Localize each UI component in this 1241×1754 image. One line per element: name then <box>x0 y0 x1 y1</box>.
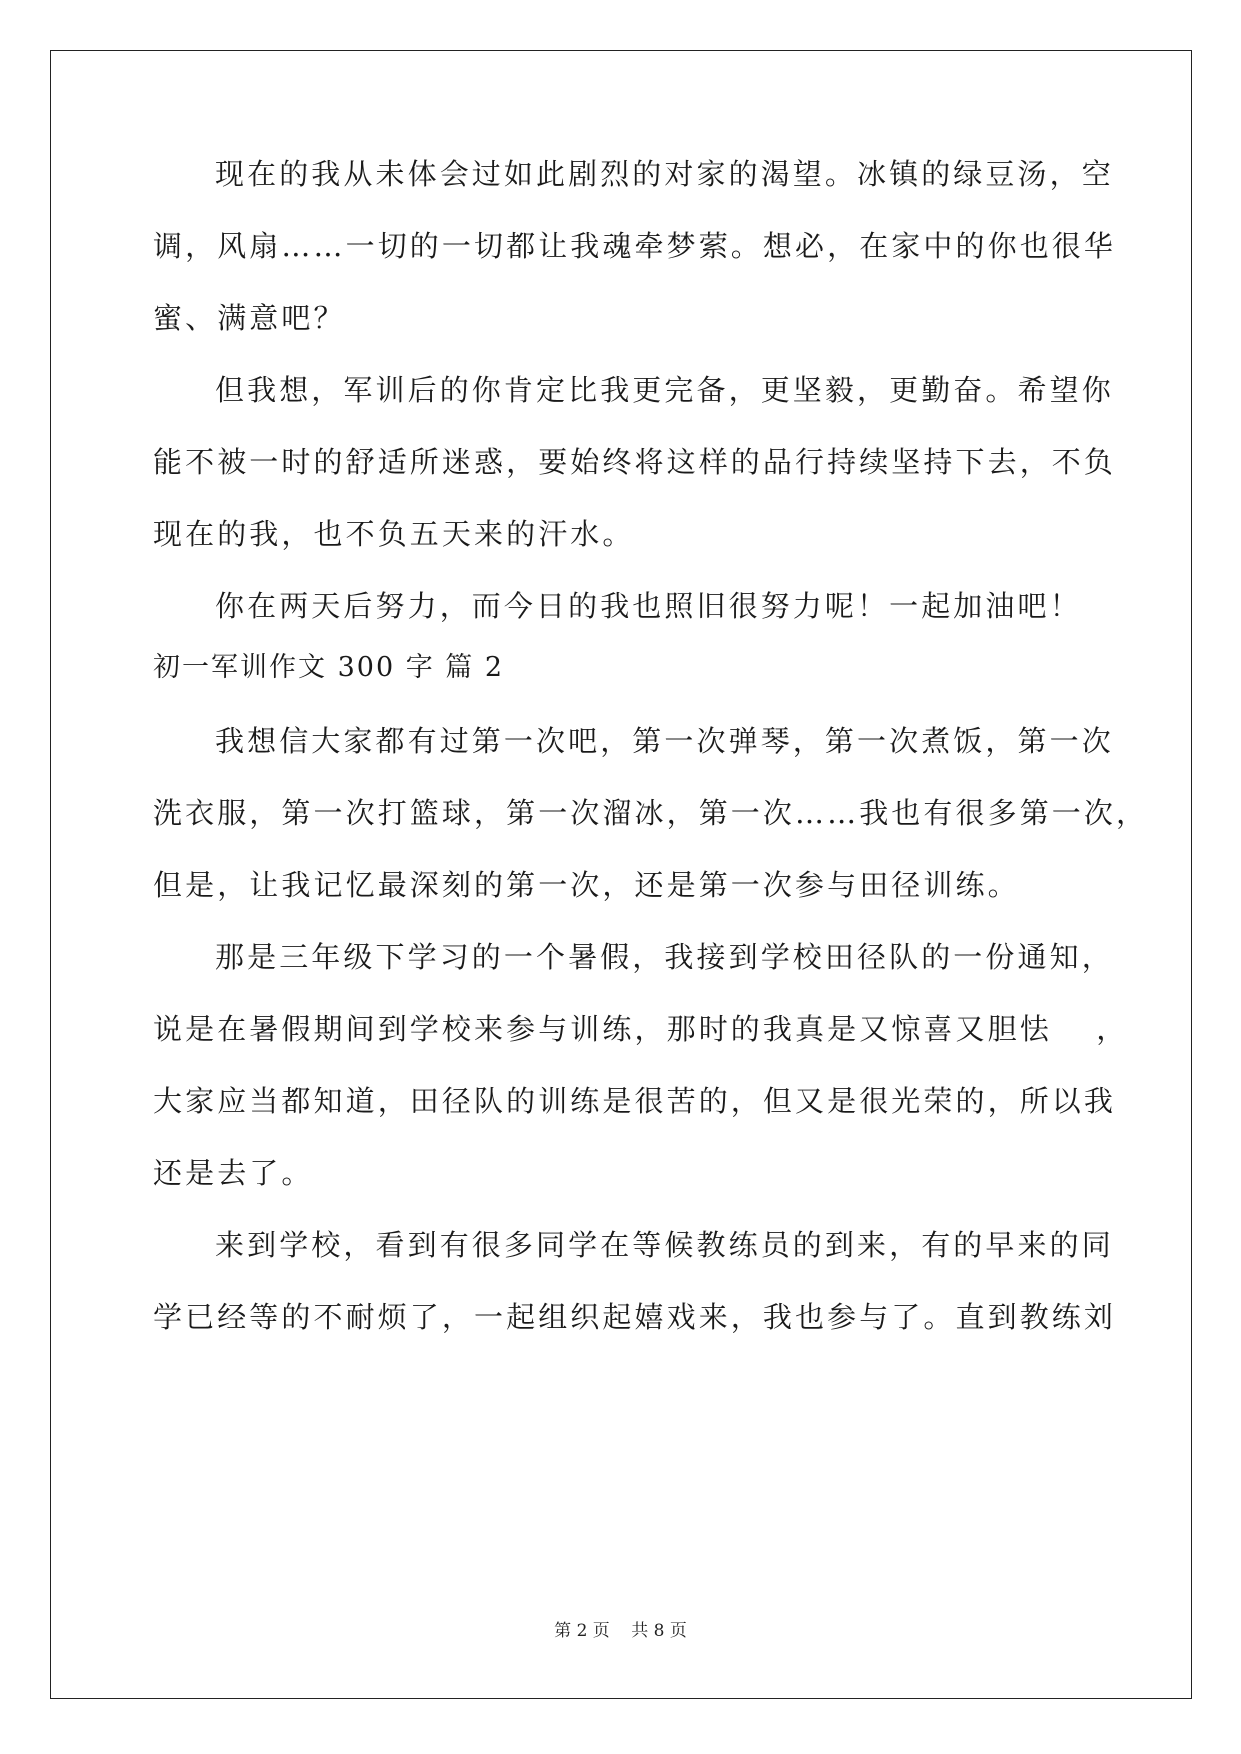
paragraph-line: 能不被一时的舒适所迷惑，要始终将这样的品行持续坚持下去，不负 <box>153 445 1117 479</box>
paragraph-line: 调，风扇……一切的一切都让我魂牵梦萦。想必，在家中的你也很华 <box>153 229 1117 263</box>
paragraph-line: 但我想，军训后的你肯定比我更完备，更坚毅，更勤奋。希望你 <box>215 373 1114 407</box>
paragraph-line: 那是三年级下学习的一个暑假，我接到学校田径队的一份通知， <box>215 940 1114 974</box>
paragraph-line: 但是，让我记忆最深刻的第一次，还是第一次参与田径训练。 <box>153 868 1020 902</box>
paragraph-line: 洗衣服，第一次打篮球，第一次溜冰，第一次……我也有很多第一次， <box>153 796 1149 830</box>
paragraph-line: 现在的我，也不负五天来的汗水。 <box>153 517 635 551</box>
section-heading: 初一军训作文 300 字 篇 2 <box>153 652 505 683</box>
paragraph-line: 说是在暑假期间到学校来参与训练，那时的我真是又惊喜又胆怯 ， <box>153 1012 1129 1046</box>
paragraph-line: 大家应当都知道，田径队的训练是很苦的，但又是很光荣的，所以我 <box>153 1084 1117 1118</box>
paragraph-line: 来到学校，看到有很多同学在等候教练员的到来，有的早来的同 <box>215 1228 1114 1262</box>
page-total: 共 8 页 <box>631 1621 687 1641</box>
paragraph-line: 你在两天后努力，而今日的我也照旧很努力呢！一起加油吧！ <box>215 589 1082 623</box>
paragraph-line: 我想信大家都有过第一次吧，第一次弹琴，第一次煮饭，第一次 <box>215 724 1114 758</box>
paragraph-line: 学已经等的不耐烦了，一起组织起嬉戏来，我也参与了。直到教练刘 <box>153 1300 1117 1334</box>
page-number: 第 2 页 <box>554 1621 610 1641</box>
paragraph-line: 还是去了。 <box>153 1156 314 1190</box>
page-footer <box>0 1620 1241 1642</box>
paragraph-line: 蜜、满意吧？ <box>153 301 346 335</box>
paragraph-line: 现在的我从未体会过如此剧烈的对家的渴望。冰镇的绿豆汤，空 <box>215 157 1114 191</box>
